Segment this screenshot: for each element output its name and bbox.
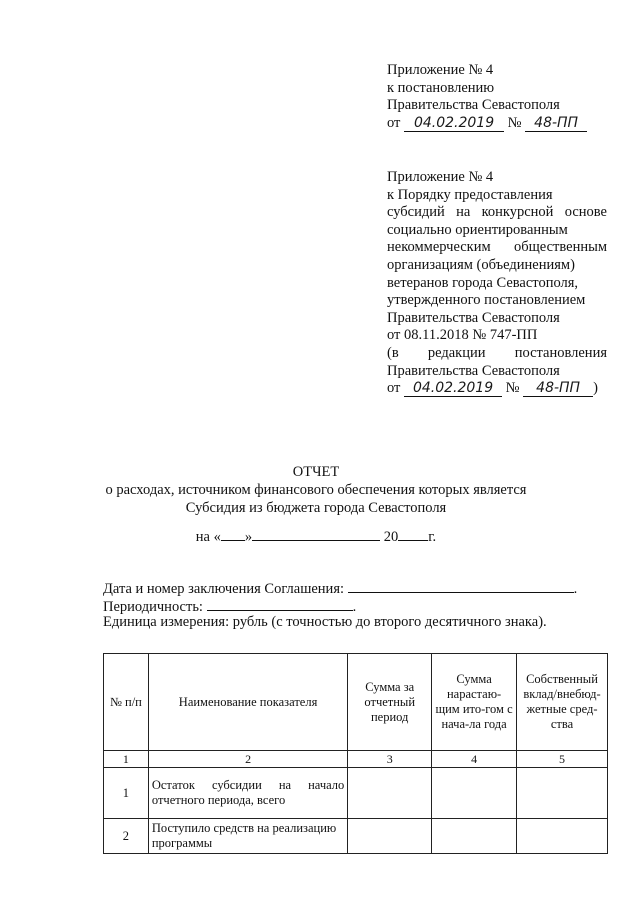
header-cell-own-contribution: Собственный вклад/внебюд-жетные сред-ства bbox=[517, 654, 608, 751]
appendix-2-line-12: Правительства Севастополя bbox=[387, 362, 560, 379]
column-number-cell: 5 bbox=[517, 751, 608, 768]
report-year-blank[interactable] bbox=[398, 526, 428, 541]
header-cell-number: № п/п bbox=[104, 654, 149, 751]
appendix-2-line-11: (в редакции постановления bbox=[387, 344, 607, 361]
appendix-1-from-label: от bbox=[387, 114, 401, 131]
appendix-1-number-handwritten: 48-ПП bbox=[525, 115, 587, 132]
row-name-cell: Остаток субсидии на начало отчетного периода, всего bbox=[148, 768, 347, 819]
row-name-cell: Поступило средств на реализацию программы bbox=[148, 819, 347, 854]
appendix-2-number-handwritten: 48-ПП bbox=[523, 380, 593, 397]
table-header-row bbox=[104, 654, 608, 751]
report-table bbox=[103, 653, 608, 854]
appendix-2-line-4: социально ориентированным bbox=[387, 221, 568, 238]
agreement-end: . bbox=[573, 581, 578, 597]
column-number-cell: 1 bbox=[104, 751, 149, 768]
appendix-2-line-7: ветеранов города Севастополя, bbox=[387, 274, 579, 291]
report-year-prefix: 20 bbox=[383, 529, 399, 545]
appendix-1-block bbox=[387, 62, 607, 132]
row-number-cell: 2 bbox=[104, 819, 149, 854]
report-heading: ОТЧЕТ bbox=[292, 464, 340, 480]
table-row bbox=[104, 768, 608, 819]
periodicity-label: Периодичность: bbox=[103, 599, 203, 615]
report-subtitle-2: Субсидия из бюджета города Севастополя bbox=[185, 500, 447, 516]
appendix-2-line-5: некоммерческим общественным bbox=[387, 239, 607, 256]
appendix-2-close-paren: ) bbox=[593, 380, 598, 397]
report-day-blank[interactable] bbox=[221, 526, 245, 541]
row-cumulative-sum-cell[interactable] bbox=[432, 819, 517, 854]
row-cumulative-sum-cell[interactable] bbox=[432, 768, 517, 819]
column-number-cell: 2 bbox=[148, 751, 347, 768]
report-year-suffix: г. bbox=[428, 529, 437, 545]
appendix-2-line-3: субсидий на конкурсной основе bbox=[387, 204, 607, 221]
periodicity-end: . bbox=[352, 599, 357, 615]
row-period-sum-cell[interactable] bbox=[348, 768, 432, 819]
appendix-2-line-8: утвержденного постановлением bbox=[387, 292, 586, 309]
appendix-2-date-handwritten: 04.02.2019 bbox=[404, 380, 502, 397]
row-own-contribution-cell[interactable] bbox=[517, 768, 608, 819]
appendix-2-line-1: Приложение № 4 bbox=[387, 169, 494, 185]
table-row bbox=[104, 819, 608, 854]
appendix-2-line-9: Правительства Севастополя bbox=[387, 309, 560, 326]
report-date-prefix: на « bbox=[195, 529, 221, 545]
appendix-1-date-handwritten: 04.02.2019 bbox=[404, 115, 504, 132]
table-column-number-row bbox=[104, 751, 608, 768]
appendix-2-line-2: к Порядку предоставления bbox=[387, 186, 553, 203]
periodicity-blank[interactable] bbox=[207, 596, 353, 611]
appendix-2-decree-line bbox=[387, 380, 607, 398]
agreement-blank[interactable] bbox=[348, 578, 574, 593]
report-subtitle-1: о расходах, источником финансового обеспечения которых является bbox=[105, 482, 527, 498]
appendix-1-decree-line bbox=[387, 115, 607, 133]
report-month-blank[interactable] bbox=[252, 526, 380, 541]
appendix-1-line-2: к постановлению bbox=[387, 79, 495, 96]
appendix-2-from-label: от bbox=[387, 380, 401, 397]
row-period-sum-cell[interactable] bbox=[348, 819, 432, 854]
column-number-cell: 4 bbox=[432, 751, 517, 768]
agreement-line bbox=[103, 578, 577, 598]
appendix-2-line-10: от 08.11.2018 № 747-ПП bbox=[387, 327, 538, 344]
header-cell-indicator: Наименование показателя bbox=[148, 654, 347, 751]
report-date-line bbox=[0, 526, 632, 546]
appendix-2-line-6: организациям (объединениям) bbox=[387, 256, 575, 273]
report-date-mid: » bbox=[244, 529, 253, 545]
appendix-1-number-sign: № bbox=[507, 114, 522, 131]
column-number-cell: 3 bbox=[348, 751, 432, 768]
appendix-2-number-sign: № bbox=[505, 380, 520, 397]
row-own-contribution-cell[interactable] bbox=[517, 819, 608, 854]
agreement-label: Дата и номер заключения Соглашения: bbox=[103, 581, 345, 597]
appendix-1-line-3: Правительства Севастополя bbox=[387, 97, 560, 114]
appendix-2-block bbox=[387, 169, 607, 398]
header-cell-period-sum: Сумма за отчетный период bbox=[348, 654, 432, 751]
header-cell-cumulative-sum: Сумма нарастаю-щим ито-гом с нача-ла года bbox=[432, 654, 517, 751]
appendix-1-line-1: Приложение № 4 bbox=[387, 62, 494, 78]
unit-line: Единица измерения: рубль (с точностью до второго десятичного знака). bbox=[103, 614, 547, 630]
row-number-cell: 1 bbox=[104, 768, 149, 819]
